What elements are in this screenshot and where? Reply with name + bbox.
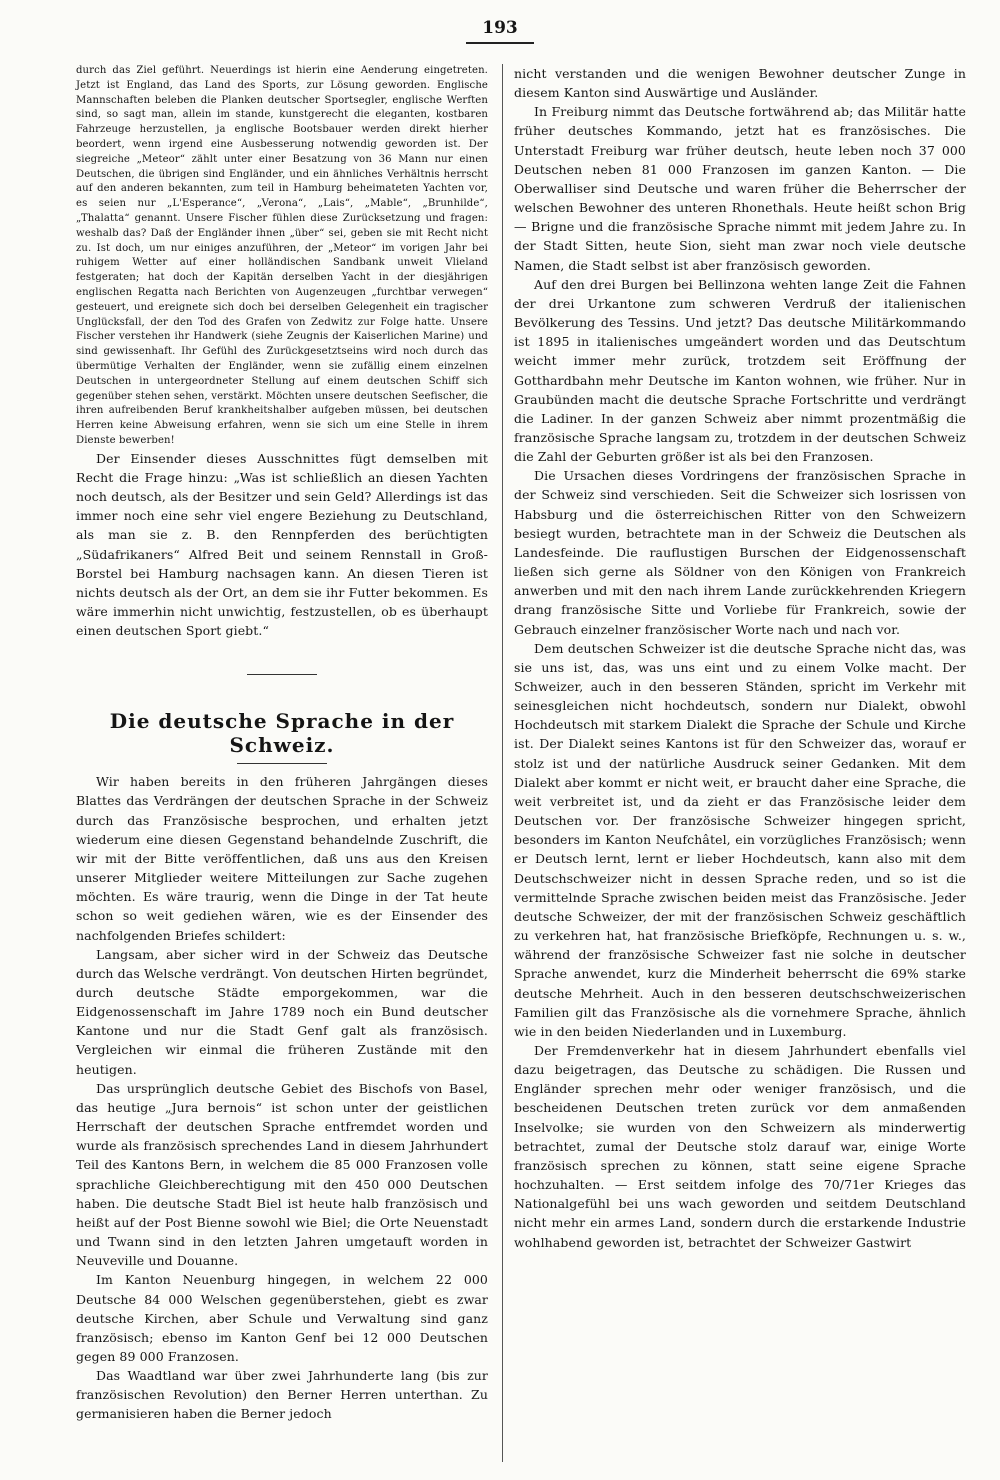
- article-paragraph: Der Fremdenverkehr hat in diesem Jahrhundert ebenfalls viel dazu beigetragen, das Deutsche zu schädigen. Die Russen und Engländer sprechen mehr oder weniger französisch, und die bescheidenen Deutschen treten zurück vor dem anmaßenden Inselvolke; sie wurden von den Schweizern als minderwertig betrachtet, zumal der Deutsche stolz darauf war, einige Worte französisch sprechen zu können, statt seine eigene Sprache hochzuhalten. — Erst seitdem infolge des 70/71er Krieges das Nationalgefühl bei uns wach geworden und seitdem Deutschland nicht mehr ein armes Land, sondern durch die erstarkende Industrie wohlhabend geworden ist, betrachtet der Schweizer Gastwirt: [514, 1042, 966, 1250]
- article-paragraph: Das ursprünglich deutsche Gebiet des Bischofs von Basel, das heutige „Jura bernois“ ist schon unter der geistlichen Herrschaft der deutschen Sprache entfremdet worden und wurde als französisch sprechendes Land in diesem Jahrhundert Teil des Kantons Bern, in welchem die 85 000 Franzosen volle sprachliche Gleichberechtigung mit den 450 000 Deutschen haben. Die deutsche Stadt Biel ist heute halb französisch und heißt auf der Post Bienne sowohl wie Biel; die Orte Neuenstadt und Twann sind in den letzten Jahren umgetauft worden in Neuveville und Douanne.: [76, 1080, 488, 1269]
- article-paragraph: Die Ursachen dieses Vordringens der französischen Sprache in der Schweiz sind verschieden. Seit die Schweizer sich losrissen von Habsburg und die österreichischen Ritter von den Schweizern besiegt wurden, betrachtete man in der Schweiz die Deutschen als Landesfeinde. Die rauflustigen Burschen der Eidgenossenschaft ließen sich gerne als Söldner von den Königen von Frankreich anwerben und mit den nach ihrem Lande zurückkehrenden Kriegern drang französische Sitte und Vorliebe für Frankreich, sowie der Gebrauch einzelner französischer Worte nach und nach vor.: [514, 468, 966, 637]
- article-paragraph: Auf den drei Burgen bei Bellinzona wehten lange Zeit die Fahnen der drei Urkantone zum schweren Verdruß der italienischen Bevölkerung des Tessins. Und jetzt? Das deutsche Militärkommando ist 1895 in italienisches umgeändert worden und das Deutschtum weicht immer mehr zurück, trotzdem seit Eröffnung der Gotthardbahn mehr Deutsche im Kanton wohnen, wie früher. Nur in Graubünden macht die deutsche Sprache Fortschritte und verdrängt die Ladiner. In der ganzen Schweiz aber nimmt prozentmäßig die französische Sprache langsam zu, trotzdem in der deutschen Schweiz die Zahl der Geburten größer ist als bei den Franzosen.: [514, 276, 966, 465]
- yacht-article-comment: [76, 449, 488, 641]
- article-heading: Die deutsche Sprache in der Schweiz.: [109, 709, 455, 758]
- article-paragraph: nicht verstanden und die wenigen Bewohner deutscher Zunge in diesem Kanton sind Auswärtige und Ausländer.: [514, 66, 966, 101]
- editor-comment-paragraph: Der Einsender dieses Ausschnittes fügt demselben mit Recht die Frage hinzu: „Was ist schließlich an diesen Yachten noch deutsch, als der Besitzer und sein Geld? Allerdings ist das immer noch eine sehr viel engere Beziehung zu Deutschland, als man sie z. B. den Rennpferden des berüchtigten „Südafrikaners“ Alfred Beit und seinem Rennstall in Groß-Borstel bei Hamburg nachsagen kann. An diesen Tieren ist nichts deutsch als der Ort, an dem sie ihr Futter bekommen. Es wäre immerhin nicht unwichtig, festzustellen, ob es überhaupt einen deutschen Sport giebt.“: [76, 450, 488, 639]
- yacht-quote-paragraph: durch das Ziel geführt. Neuerdings ist hierin eine Aenderung eingetreten. Jetzt ist England, das Land des Sports, zur Lösung geworden. Englische Mannschaften beleben die Planken deutscher Sportsegler, englische Werften sind, so sagt man, allein im stande, kunstgerecht die eleganten, kostbaren Fahrzeuge herzustellen, ja englische Bootsbauer werden direkt hierher beordert, wenn irgend eine Ausbesserung notwendig geworden ist. Der siegreiche „Meteor“ zählt unter einer Besatzung von 36 Mann nur einen Deutschen, die übrigen sind Engländer, und ein ähnliches Verhältnis herrscht auf den anderen bekannten, zum teil in Hamburg beheimateten Yachten vor, es seien nur „L'Esperance“, „Verona“, „Lais“, „Mable“, „Brunhilde“, „Thalatta“ genannt. Unsere Fischer fühlen diese Zurücksetzung und fragen: weshalb das? Daß der Engländer ihnen „über“ sei, geben sie mit Recht nicht zu. Ist doch, um nur einiges anzuführen, der „Meteor“ im vorigen Jahr bei ruhigem Wetter auf einer holländischen Sandbank unweit Vlieland festgeraten; hat doch der Kapitän derselben Yacht in der diesjährigen englischen Regatta nach Berichten von Augenzeugen „furchtbar verwegen“ gesteuert, und ereignete sich doch bei derselben Gelegenheit ein tragischer Unglücksfall, der den Tod des Grafen von Zedwitz zur Folge hatte. Unsere Fischer verstehen ihr Handwerk (siehe Zeugnis der Kaiserlichen Marine) und sind gewissenhaft. Ihr Gefühl des Zurückgesetztseins wird noch durch das übermütige Verhalten der Engländer, wenn sie zufällig einem einzelnen Deutschen in untergeordneter Stellung auf einem deutschen Schiff sich gegenüber stehen sehen, verstärkt. Möchten unsere deutschen Seefischer, die ihren aufreibenden Beruf krankheitshalber aufgeben müssen, bei deutschen Herren keine Abweisung erfahren, wenn sie sich um eine Stelle in ihrem Dienste bewerben!: [76, 65, 488, 446]
- article-paragraph: Wir haben bereits in den früheren Jahrgängen dieses Blattes das Verdrängen der deutschen Sprache in der Schweiz durch das Französische besprochen, und erhalten jetzt wiederum eine diesen Gegenstand behandelnde Zuschrift, die wir mit der Bitte veröffentlichen, daß uns aus den Kreisen unserer Mitglieder weitere Mitteilungen zur Sache zugehen möchten. Es wäre traurig, wenn die Dinge in der Tat heute schon so weit gediehen wären, wie es der Einsender des nachfolgenden Briefes schildert:: [76, 774, 488, 943]
- heading-rule: [237, 763, 327, 764]
- article-paragraph: Langsam, aber sicher wird in der Schweiz das Deutsche durch das Welsche verdrängt. Von deutschen Hirten begründet, durch deutsche Städte emporgekommen, war die Eidgenossenschaft im Jahre 1789 noch ein Bund deutscher Kantone und nur die Stadt Genf galt als französisch. Vergleichen wir einmal die früheren Zustände mit den heutigen.: [76, 946, 488, 1077]
- left-column: [76, 64, 488, 1424]
- article-paragraph: Das Waadtland war über zwei Jahrhunderte lang (bis zur französischen Revolution) den Berner Herren unterthan. Zu germanisieren haben die Berner jedoch: [76, 1368, 488, 1422]
- article-separator-rule: [247, 674, 317, 675]
- page-number-rule: [466, 42, 534, 44]
- page-number: 193: [482, 18, 518, 38]
- column-divider: [502, 64, 503, 1462]
- article-paragraph: Dem deutschen Schweizer ist die deutsche Sprache nicht das, was sie uns ist, das, was uns eint und zu einem Volke macht. Der Schweizer, auch in den besseren Ständen, spricht im Verkehr mit seinesgleichen nicht hochdeutsch, sondern nur Dialekt, obwohl Hochdeutsch mit starkem Dialekt die Sprache der Schule und Kirche ist. Der Dialekt seines Kantons ist für den Schweizer das, worauf er stolz ist und der natürliche Ausdruck seiner Gedanken. Mit dem Dialekt aber kommt er nicht weit, er braucht daher eine Sprache, die weit verbreitet ist, und da zieht er das Französische leider dem Deutschen vor. Der französische Schweizer hingegen spricht, besonders im Kanton Neufchâtel, ein vorzügliches Französisch; wenn er Deutsch lernt, lernt er lieber Hochdeutsch, kann also mit dem Deutschschweizer nicht in dessen Sprache reden, und so ist die vermittelnde Sprache zwischen beiden meist das Französische. Jeder deutsche Schweizer, der mit der französischen Schweiz geschäftlich zu verkehren hat, hat französische Briefköpfe, Rechnungen u. s. w., während der französische Schweizer fast nie solche in deutscher Sprache anwendet, kurz die Minderheit beherrscht die 69% starke deutsche Mehrheit. Auch in den besseren deutschschweizerischen Familien gilt das Französische als die vornehmere Sprache, ähnlich wie in den beiden Niederlanden und in Luxemburg.: [514, 640, 966, 1039]
- article-paragraph: In Freiburg nimmt das Deutsche fortwährend ab; das Militär hatte früher deutsches Kommando, jetzt hat es französisches. Die Unterstadt Freiburg war früher deutsch, heute leben noch 37 000 Deutschen neben 81 000 Franzosen im ganzen Kanton. — Die Oberwalliser sind Deutsche und waren früher die Beherrscher der welschen Bewohner des unteren Rhonethals. Heute heißt schon Brig — Brigne und die französische Sprache nimmt mit jedem Jahre zu. In der Stadt Sitten, heute Sion, sieht man zwar noch viele deutsche Namen, die Stadt selbst ist aber französisch geworden.: [514, 104, 966, 273]
- article-paragraph: Im Kanton Neuenburg hingegen, in welchem 22 000 Deutsche 84 000 Welschen gegenüberstehen, giebt es zwar deutsche Kirchen, aber Schule und Verwaltung sind ganz französisch; ebenso im Kanton Genf bei 12 000 Deutschen gegen 89 000 Franzosen.: [76, 1272, 488, 1364]
- article-body-left: [76, 772, 488, 1423]
- yacht-article-continuation: [76, 64, 488, 449]
- right-column: [514, 64, 966, 1252]
